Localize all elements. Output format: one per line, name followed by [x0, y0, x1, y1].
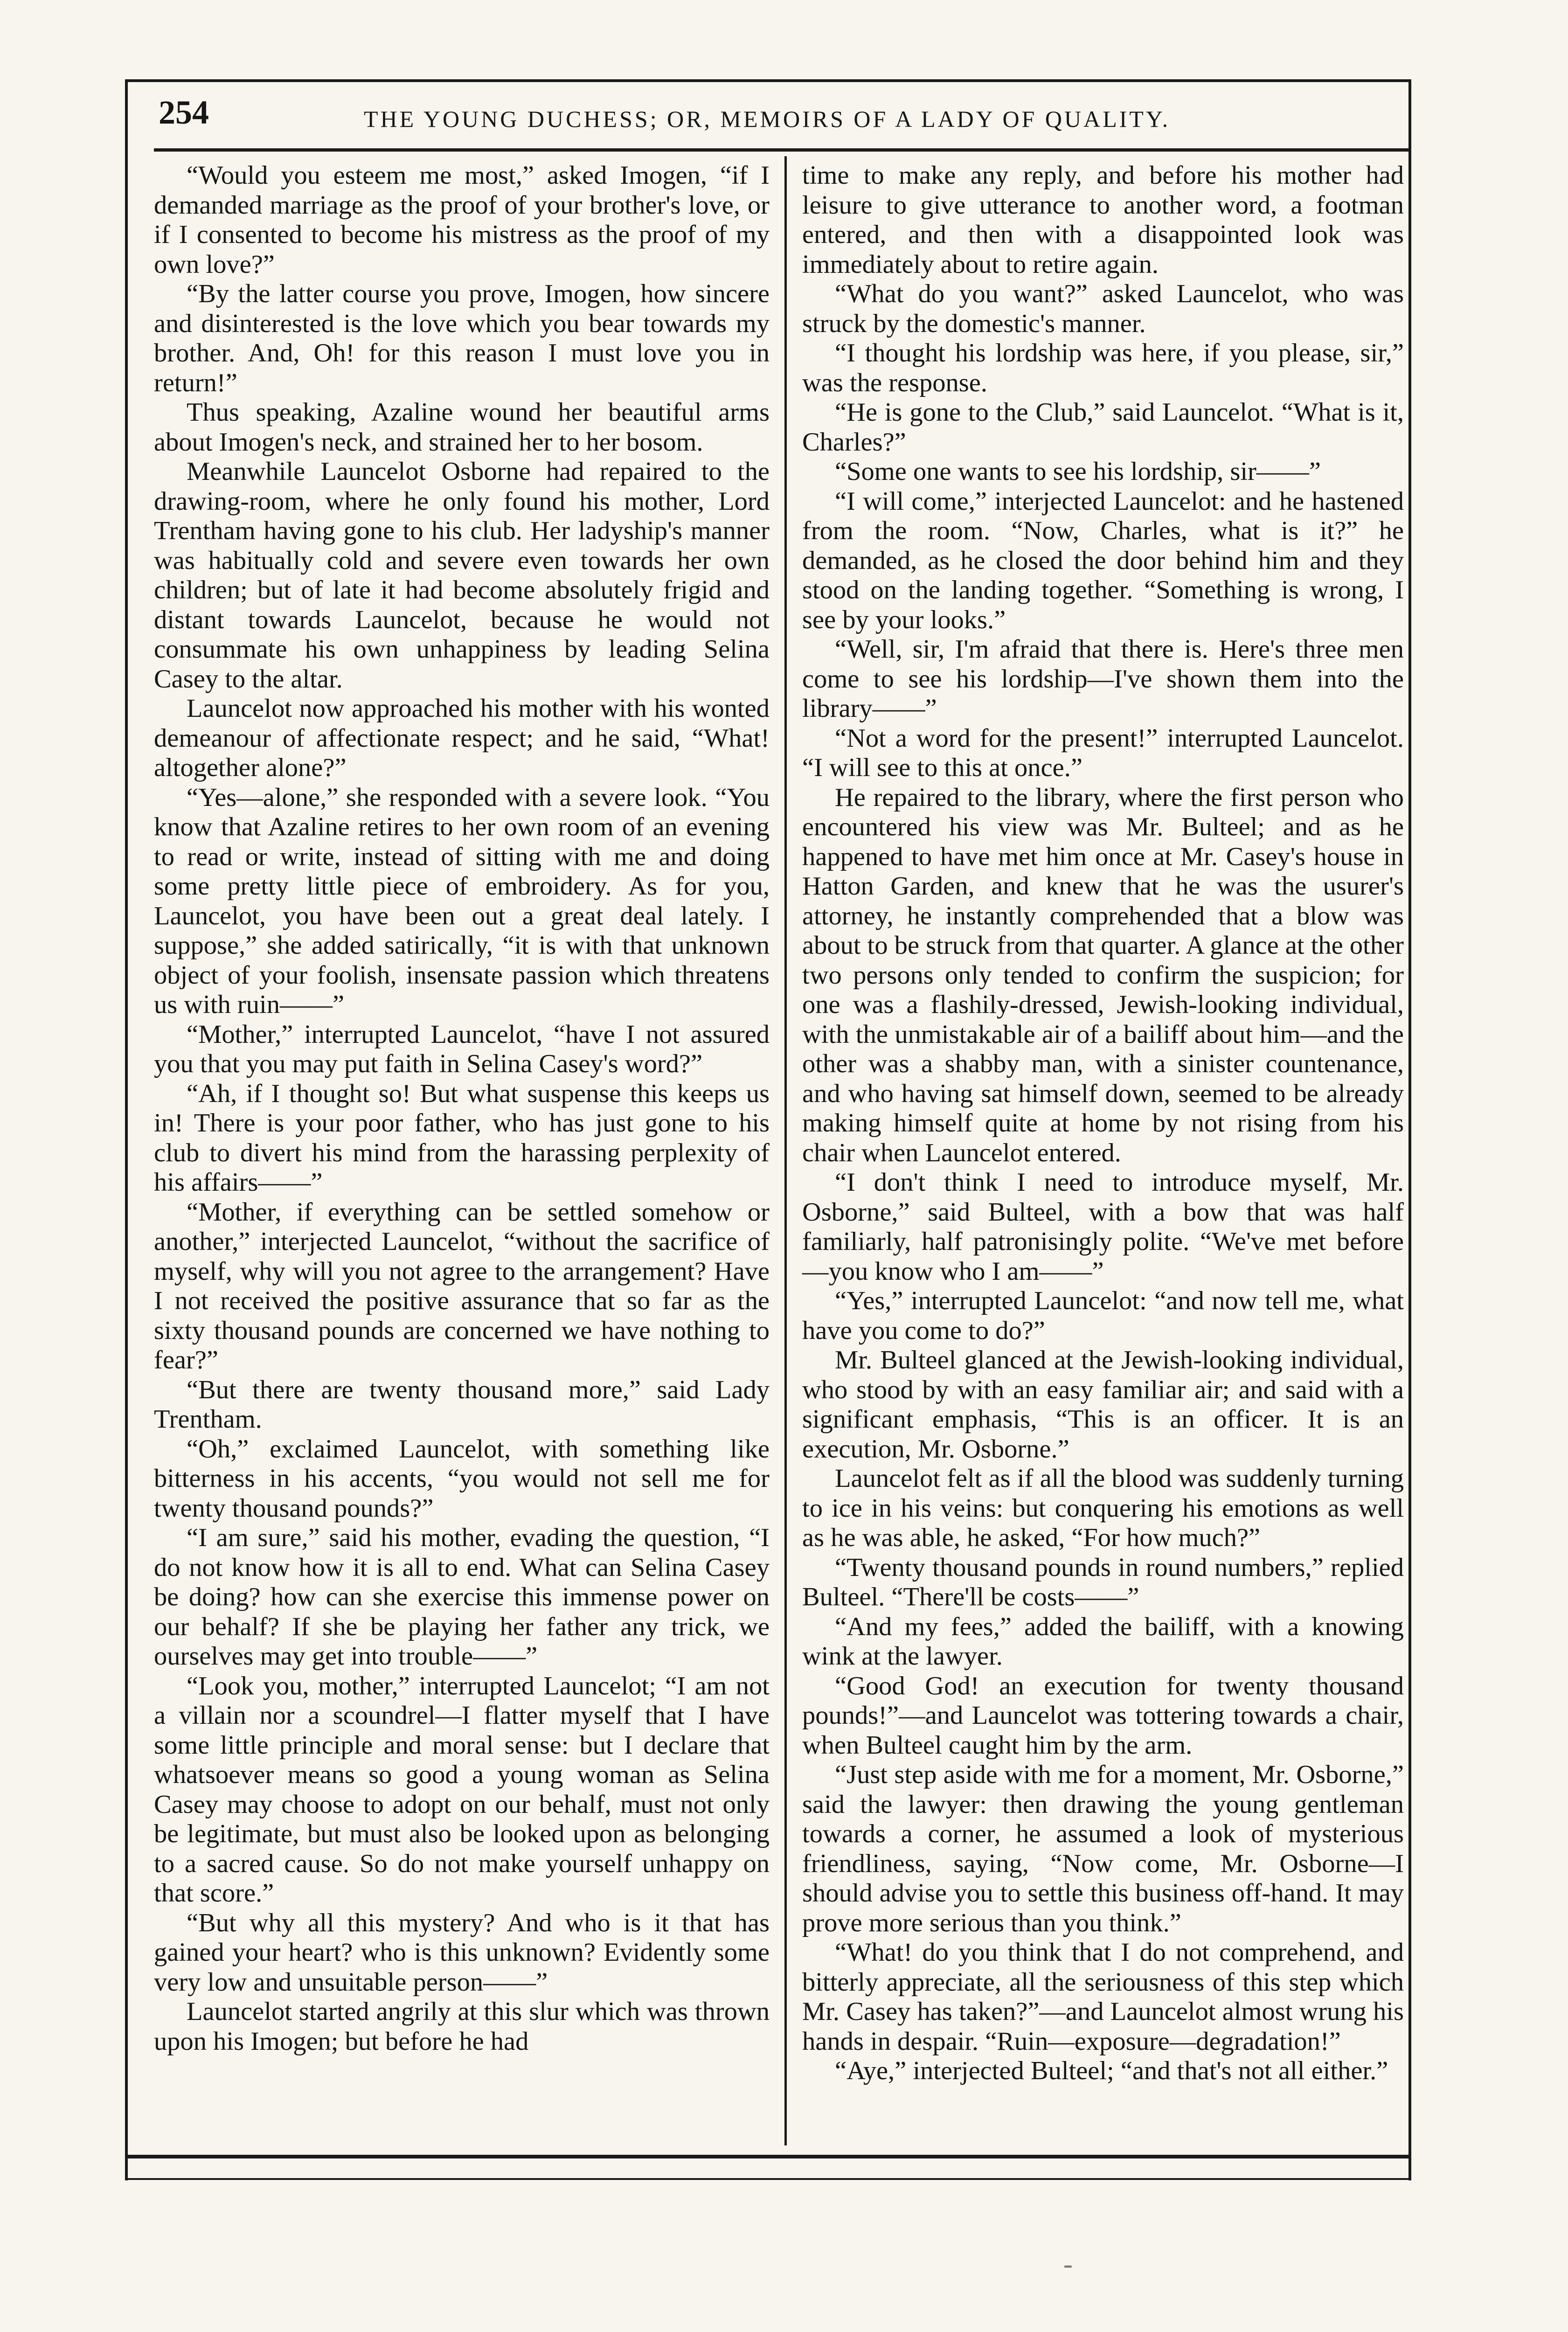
footer-mark: -	[1063, 2249, 1073, 2279]
column-divider	[784, 156, 787, 2145]
paragraph: “Some one wants to see his lordship, sir——”	[835, 457, 1321, 486]
paragraph: “What do you want?” asked Launcelot, who was struck by the domestic's manner.	[802, 279, 1404, 338]
bottom-rule-thin	[125, 2178, 1411, 2180]
paragraph: Mr. Bulteel glanced at the Jewish-looking individual, who stood by with an easy familiar air; and said with a significant emphasis, “This is an officer. It is an execution, Mr. Osborne.”	[802, 1346, 1404, 1464]
paragraph: “Yes—alone,” she responded with a severe look. “You know that Azaline retires to her own room of an evening to read or write, instead of sitting with me and doing some pretty little piece of embroidery. As for you, Launcelot, you have been out a great deal lately. I suppose,” she added satirically, “it is with that unknown object of your foolish, insensate passion which threatens us with ruin——”	[154, 783, 770, 1019]
paragraph: “And my fees,” added the bailiff, with a knowing wink at the lawyer.	[802, 1612, 1404, 1671]
paragraph: “Not a word for the present!” interrupted Launcelot. “I will see to this at once.”	[802, 723, 1404, 782]
paragraph: Launcelot now approached his mother with his wonted demeanour of affectionate respect; and he said, “What! altogether alone?”	[154, 694, 770, 782]
paragraph: “By the latter course you prove, Imogen, how sincere and disinterested is the love which you bear towards my brother. And, Oh! for this reason I must love you in return!”	[154, 279, 770, 397]
paragraph: “Ah, if I thought so! But what suspense this keeps us in! There is your poor father, who has just gone to his club to divert his mind from the harassing perplexity of his affairs——”	[154, 1079, 770, 1197]
paragraph: “Good God! an execution for twenty thousand pounds!”—and Launcelot was tottering towards a chair, when Bulteel caught him by the arm.	[802, 1671, 1404, 1760]
paragraph: He repaired to the library, where the first person who encountered his view was Mr. Bulteel; and as he happened to have met him once at Mr. Casey's house in Hatton Garden, and knew that he was the usurer's attorney, he instantly comprehended that a blow was about to be struck from that quarter. A glance at the other two persons only tended to confirm the suspicion; for one was a flashily-dressed, Jewish-looking individual, with the unmistakable air of a bailiff about him—and the other was a shabby man, with a sinister countenance, and who having sat himself down, seemed to be already making himself quite at home by not rising from his chair when Launcelot entered.	[802, 783, 1404, 1167]
paragraph: “What! do you think that I do not comprehend, and bitterly appreciate, all the seriousness of this step which Mr. Casey has taken?”—and Launcelot almost wrung his hands in despair. “Ruin—exposure—degradation!”	[802, 1938, 1404, 2056]
paragraph: “Aye,” interjected Bulteel; “and that's not all either.”	[835, 2056, 1388, 2085]
paragraph: “He is gone to the Club,” said Launcelot. “What is it, Charles?”	[802, 398, 1404, 457]
paragraph: Launcelot felt as if all the blood was suddenly turning to ice in his veins: but conquering his emotions as well as he was able, he asked, “For how much?”	[802, 1464, 1404, 1552]
paragraph: “I don't think I need to introduce myself, Mr. Osborne,” said Bulteel, with a bow that was half familiarly, half patronisingly polite. “We've met before—you know who I am——”	[802, 1168, 1404, 1286]
paragraph: “Yes,” interrupted Launcelot: “and now tell me, what have you come to do?”	[802, 1286, 1404, 1345]
paragraph: Launcelot started angrily at this slur which was thrown upon his Imogen; but before he had	[154, 1997, 770, 2056]
paragraph: “Look you, mother,” interrupted Launcelot; “I am not a villain nor a scoundrel—I flatter myself that I have some little principle and moral sense: but I declare that whatsoever means so good a young woman as Selina Casey may choose to adopt on our behalf, must not only be legitimate, but must also be looked upon as belonging to a sacred cause. So do not make yourself unhappy on that score.”	[154, 1671, 770, 1908]
right-border	[1408, 79, 1411, 2180]
left-border	[125, 79, 128, 2180]
bottom-rule	[125, 2155, 1411, 2158]
running-title: THE YOUNG DUCHESS; OR, MEMOIRS OF A LADY OF QUALITY.	[364, 106, 1171, 132]
paragraph: “I will come,” interjected Launcelot: and he hastened from the room. “Now, Charles, what is it?” he demanded, as he closed the door behind him and they stood on the landing together. “Something is wrong, I see by your looks.”	[802, 486, 1404, 634]
paragraph: Thus speaking, Azaline wound her beautiful arms about Imogen's neck, and strained her to her bosom.	[154, 398, 770, 457]
paragraph: “Well, sir, I'm afraid that there is. Here's three men come to see his lordship—I've shown them into the library——”	[802, 635, 1404, 723]
header-rule	[154, 148, 1408, 152]
paragraph: “Mother, if everything can be settled somehow or another,” interjected Launcelot, “without the sacrifice of myself, why will you not agree to the arrangement? Have I not received the positive assurance that so far as the sixty thousand pounds are concerned we have nothing to fear?”	[154, 1197, 770, 1374]
paragraph: “Oh,” exclaimed Launcelot, with something like bitterness in his accents, “you would not sell me for twenty thousand pounds?”	[154, 1434, 770, 1523]
paragraph: “Would you esteem me most,” asked Imogen, “if I demanded marriage as the proof of your brother's love, or if I consented to become his mistress as the proof of my own love?”	[154, 161, 770, 279]
paragraph: “I thought his lordship was here, if you please, sir,” was the response.	[802, 339, 1404, 397]
paragraph: “But there are twenty thousand more,” said Lady Trentham.	[154, 1375, 770, 1434]
top-border	[125, 79, 1411, 82]
paragraph: “Mother,” interrupted Launcelot, “have I not assured you that you may put faith in Selina Casey's word?”	[154, 1020, 770, 1078]
paragraph: time to make any reply, and before his mother had leisure to give utterance to another word, a footman entered, and then with a disappointed look was immediately about to retire again.	[802, 161, 1404, 279]
left-column	[154, 161, 770, 2056]
paragraph: Meanwhile Launcelot Osborne had repaired to the drawing-room, where he only found his mother, Lord Trentham having gone to his club. Her ladyship's manner was habitually cold and severe even towards her own children; but of late it had become absolutely frigid and distant towards Launcelot, because he would not consummate his own unhappiness by leading Selina Casey to the altar.	[154, 457, 770, 694]
paragraph: “I am sure,” said his mother, evading the question, “I do not know how it is all to end. What can Selina Casey be doing? how can she exercise this immense power on our behalf? If she be playing her father any trick, we ourselves may get into trouble——”	[154, 1523, 770, 1671]
page-number: 254	[159, 94, 209, 131]
right-column	[802, 161, 1404, 2086]
paragraph: “Just step aside with me for a moment, Mr. Osborne,” said the lawyer: then drawing the young gentleman towards a corner, he assumed a look of mysterious friendliness, saying, “Now come, Mr. Osborne—I should advise you to settle this business off-hand. It may prove more serious than you think.”	[802, 1760, 1404, 1937]
paragraph: “But why all this mystery? And who is it that has gained your heart? who is this unknown? Evidently some very low and unsuitable person——”	[154, 1908, 770, 1997]
paragraph: “Twenty thousand pounds in round numbers,” replied Bulteel. “There'll be costs——”	[802, 1553, 1404, 1611]
